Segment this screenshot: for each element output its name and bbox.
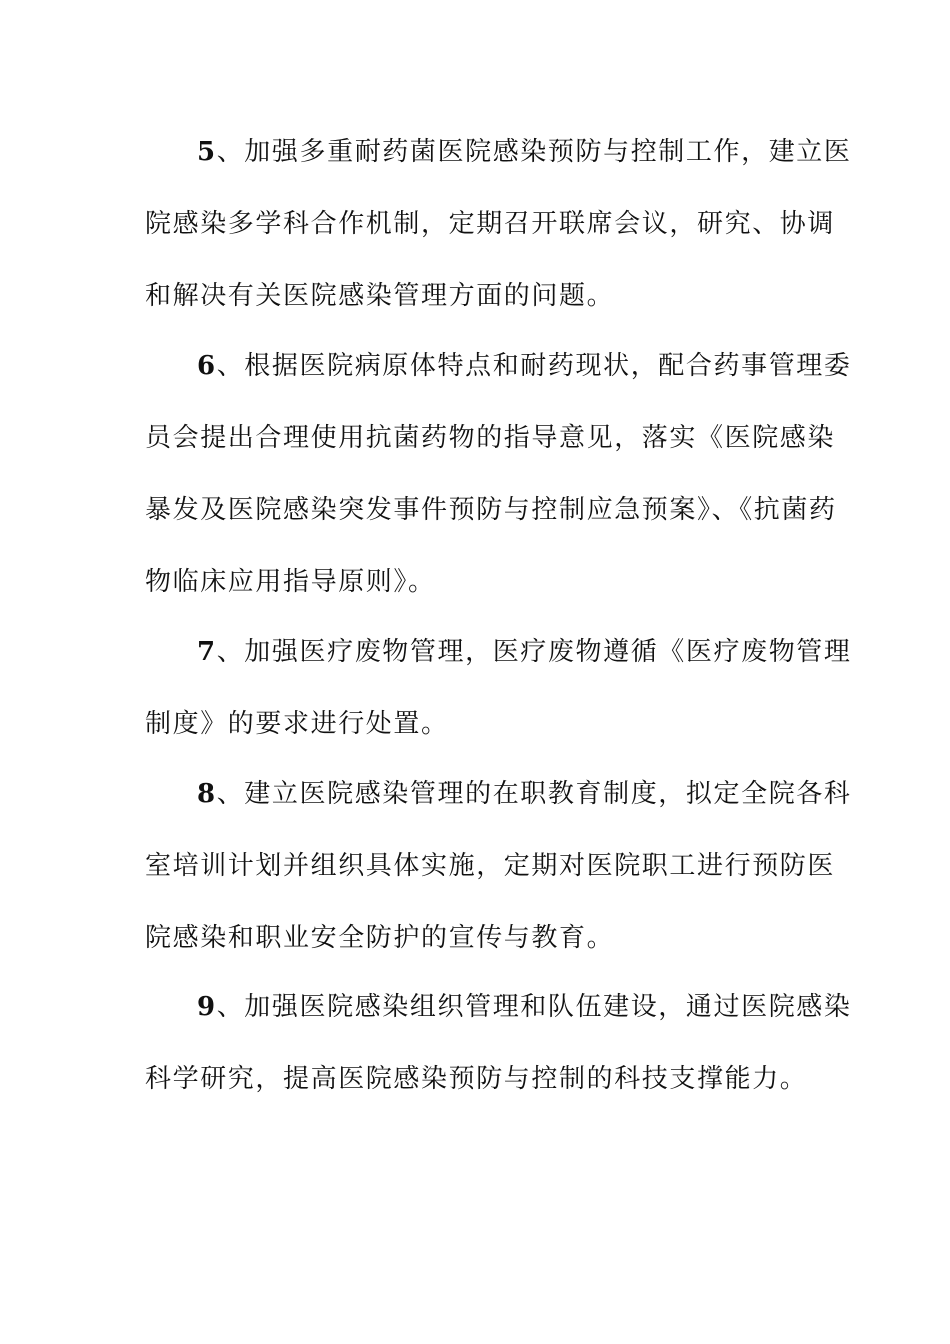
item-number: 8 [197,779,217,809]
paragraph-line: 院感染多学科合作机制，定期召开联席会议，研究、协调 [145,209,836,239]
item-number: 7 [197,637,217,667]
paragraph-line: 9、加强医院感染组织管理和队伍建设，通过医院感染 [197,992,852,1022]
item-number: 5 [197,137,217,167]
paragraph-line: 科学研究，提高医院感染预防与控制的科技支撑能力。 [145,1064,808,1094]
paragraph-line: 7、加强医疗废物管理，医疗废物遵循《医疗废物管理 [197,637,852,667]
paragraph-7 [145,636,852,780]
paragraph-line: 制度》的要求进行处置。 [145,709,449,739]
item-number: 6 [197,351,217,381]
paragraph-5 [145,136,852,352]
paragraph-line: 暴发及医院感染突发事件预防与控制应急预案》、《抗菌药 [145,495,837,525]
paragraph-line: 室培训计划并组织具体实施，定期对医院职工进行预防医 [145,851,836,881]
paragraph-line: 5、加强多重耐药菌医院感染预防与控制工作，建立医 [197,137,852,167]
paragraph-8 [145,778,852,994]
paragraph-line: 员会提出合理使用抗菌药物的指导意见，落实《医院感染 [145,423,836,453]
paragraph-line: 6、根据医院病原体特点和耐药现状，配合药事管理委 [197,351,852,381]
item-number: 9 [197,992,217,1022]
paragraph-line: 8、建立医院感染管理的在职教育制度，拟定全院各科 [197,779,852,809]
paragraph-6 [145,350,852,638]
paragraph-line: 物临床应用指导原则》。 [145,567,436,597]
paragraph-line: 院感染和职业安全防护的宣传与教育。 [145,923,615,953]
paragraph-9 [145,991,852,1135]
paragraph-line: 和解决有关医院感染管理方面的问题。 [145,281,615,311]
